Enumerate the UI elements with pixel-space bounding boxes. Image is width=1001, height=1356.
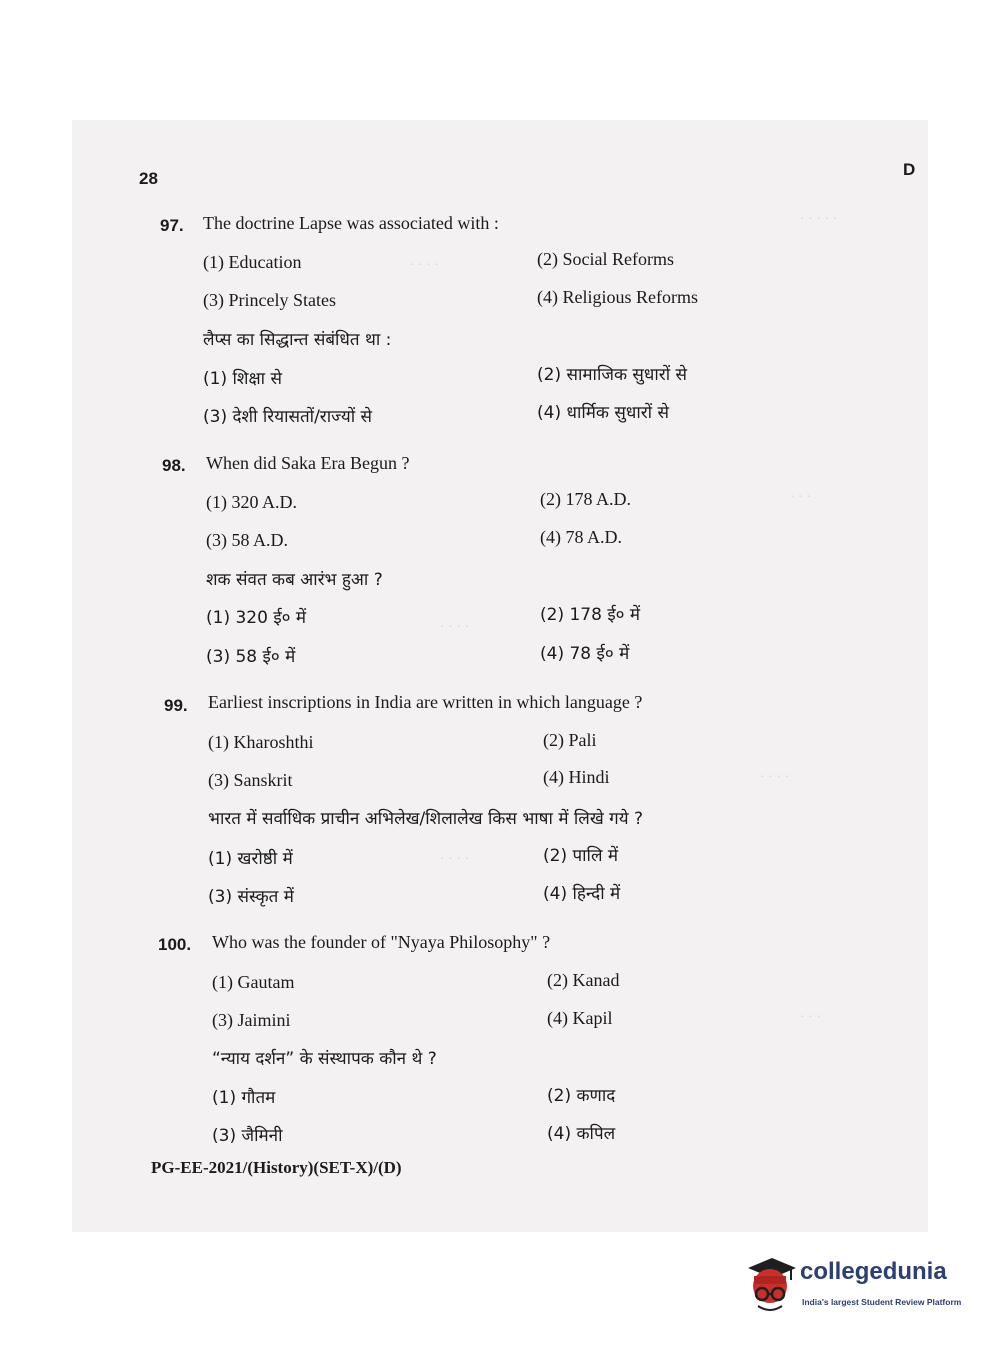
question-text-hi: “न्याय दर्शन” के संस्थापक कौन थे ? <box>212 1049 437 1069</box>
question-text-en: Who was the founder of "Nyaya Philosophy" ? <box>212 932 551 952</box>
question-text-en: When did Saka Era Begun ? <box>206 453 410 473</box>
option-4-hi: (4) हिन्दी में <box>543 884 621 904</box>
option-2-hi: (2) पालि में <box>543 846 619 866</box>
set-code: D <box>903 160 916 179</box>
option-2-hi: (2) कणाद <box>547 1086 616 1106</box>
option-2-en: (2) Kanad <box>547 970 620 990</box>
option-2-en: (2) Pali <box>543 730 597 750</box>
question-text-hi: भारत में सर्वाधिक प्राचीन अभिलेख/शिलालेख किस भाषा में लिखे गये ? <box>208 809 643 829</box>
option-4-en: (4) Kapil <box>547 1008 613 1028</box>
question-text-hi: लैप्स का सिद्धान्त संबंधित था : <box>203 330 392 350</box>
option-3-en: (3) 58 A.D. <box>206 530 288 550</box>
question-number: 99. <box>164 696 188 715</box>
question-text-en: The doctrine Lapse was associated with : <box>203 213 499 233</box>
logo-wordmark: collegedunia <box>800 1258 947 1285</box>
question-number: 98. <box>162 456 186 475</box>
page-number: 28 <box>139 169 158 188</box>
option-3-hi: (3) 58 ई० में <box>206 647 296 667</box>
option-1-hi: (1) 320 ई० में <box>206 608 307 628</box>
question-number: 97. <box>160 216 184 235</box>
option-3-en: (3) Princely States <box>203 290 336 310</box>
option-4-en: (4) Hindi <box>543 767 610 787</box>
question-number: 100. <box>158 935 192 954</box>
collegedunia-logo <box>742 1250 972 1320</box>
option-2-en: (2) Social Reforms <box>537 249 674 269</box>
option-1-hi: (1) शिक्षा से <box>203 369 282 389</box>
exam-page <box>72 120 928 1232</box>
option-2-en: (2) 178 A.D. <box>540 489 631 509</box>
option-1-en: (1) Kharoshthi <box>208 732 314 752</box>
option-3-en: (3) Sanskrit <box>208 770 293 790</box>
option-4-hi: (4) धार्मिक सुधारों से <box>537 403 669 423</box>
option-1-hi: (1) गौतम <box>212 1088 276 1108</box>
option-4-en: (4) 78 A.D. <box>540 527 622 547</box>
option-3-en: (3) Jaimini <box>212 1010 291 1030</box>
option-3-hi: (3) जैमिनी <box>212 1126 283 1146</box>
option-4-hi: (4) 78 ई० में <box>540 644 630 664</box>
option-1-en: (1) 320 A.D. <box>206 492 297 512</box>
question-text-en: Earliest inscriptions in India are written in which language ? <box>208 692 643 712</box>
option-2-hi: (2) सामाजिक सुधारों से <box>537 365 688 385</box>
option-3-hi: (3) संस्कृत में <box>208 887 294 907</box>
option-1-en: (1) Education <box>203 252 302 272</box>
paper-code-footer: PG-EE-2021/(History)(SET-X)/(D) <box>151 1158 402 1177</box>
option-4-hi: (4) कपिल <box>547 1124 616 1144</box>
option-4-en: (4) Religious Reforms <box>537 287 698 307</box>
mascot-icon <box>742 1254 798 1316</box>
option-1-hi: (1) खरोष्ठी में <box>208 849 293 869</box>
option-2-hi: (2) 178 ई० में <box>540 605 641 625</box>
question-text-hi: शक संवत कब आरंभ हुआ ? <box>206 570 383 590</box>
option-3-hi: (3) देशी रियासतों/राज्यों से <box>203 407 373 427</box>
logo-tagline: India's largest Student Review Platform <box>802 1297 962 1307</box>
option-1-en: (1) Gautam <box>212 972 295 992</box>
